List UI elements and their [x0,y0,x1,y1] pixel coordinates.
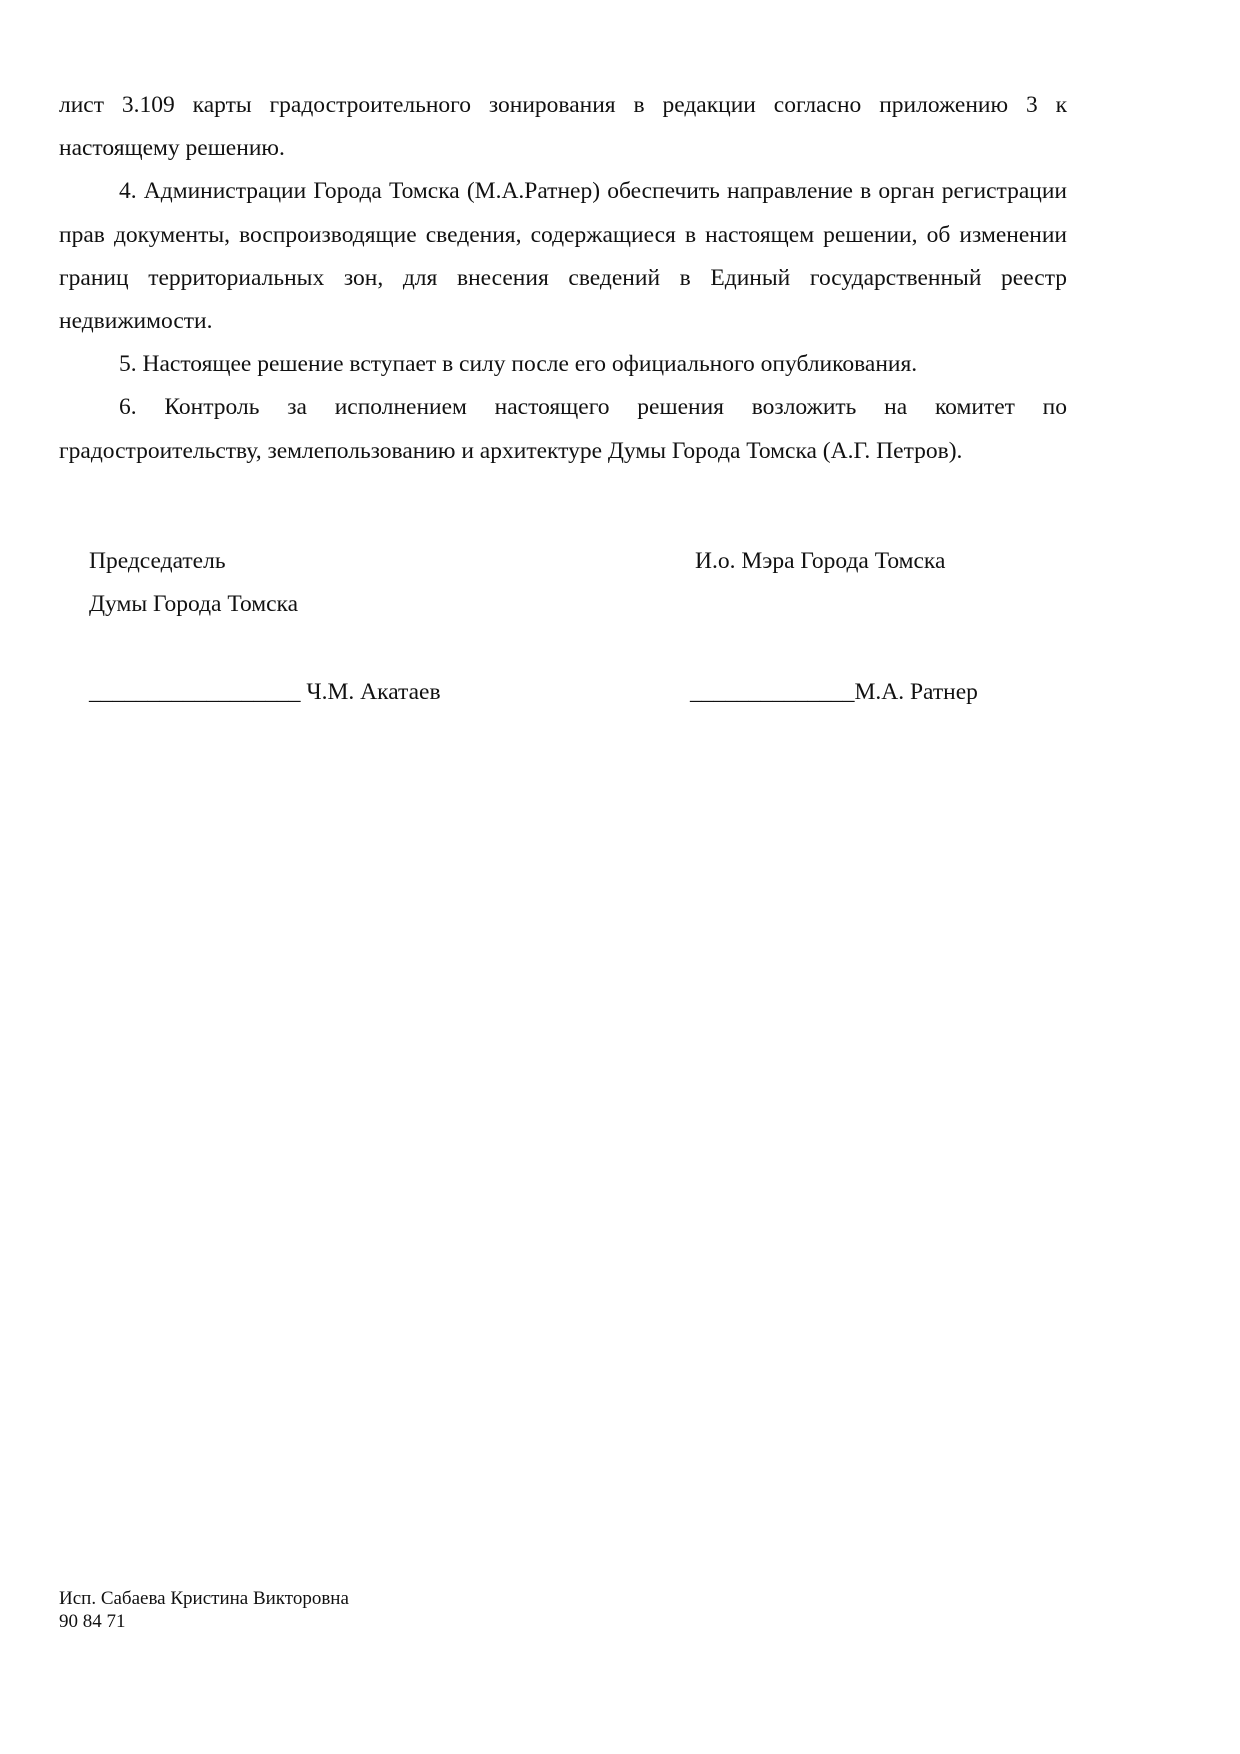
chairman-title-line1: Председатель [89,548,226,574]
executor-footer [59,1587,349,1633]
chairman-title-line2: Думы Города Томска [89,591,299,617]
signature-block-chairman [89,540,298,626]
mayor-title: И.о. Мэра Города Томска [695,548,946,574]
paragraph-item-5: 5. Настоящее решение вступает в силу после его официального опубликования. [119,351,918,378]
paragraph-item-4: 4. Администрации Города Томска (М.А.Ратнер) обеспечить направление в орган регистрации прав документы, воспроизводящие сведения, содержащиеся в настоящем решении, об изменении границ территориальных зон, для внесения сведений в Единый государственный реестр недвижимости. [59,178,1067,335]
signature-block-mayor [695,540,945,583]
mayor-signature-line: ______________М.А. Ратнер [690,679,978,705]
executor-phone: 90 84 71 [59,1611,126,1632]
document-body [59,84,1067,473]
paragraph-continuation: лист 3.109 карты градостроительного зонирования в редакции согласно приложению 3 к настоящему решению. [59,92,1067,162]
executor-name: Исп. Сабаева Кристина Викторовна [59,1588,349,1609]
chairman-signature-line: __________________ Ч.М. Акатаев [89,679,441,705]
paragraph-item-6: 6. Контроль за исполнением настоящего решения возложить на комитет по градостроительству, землепользованию и архитектуре Думы Города Томска (А.Г. Петров). [59,394,1067,464]
